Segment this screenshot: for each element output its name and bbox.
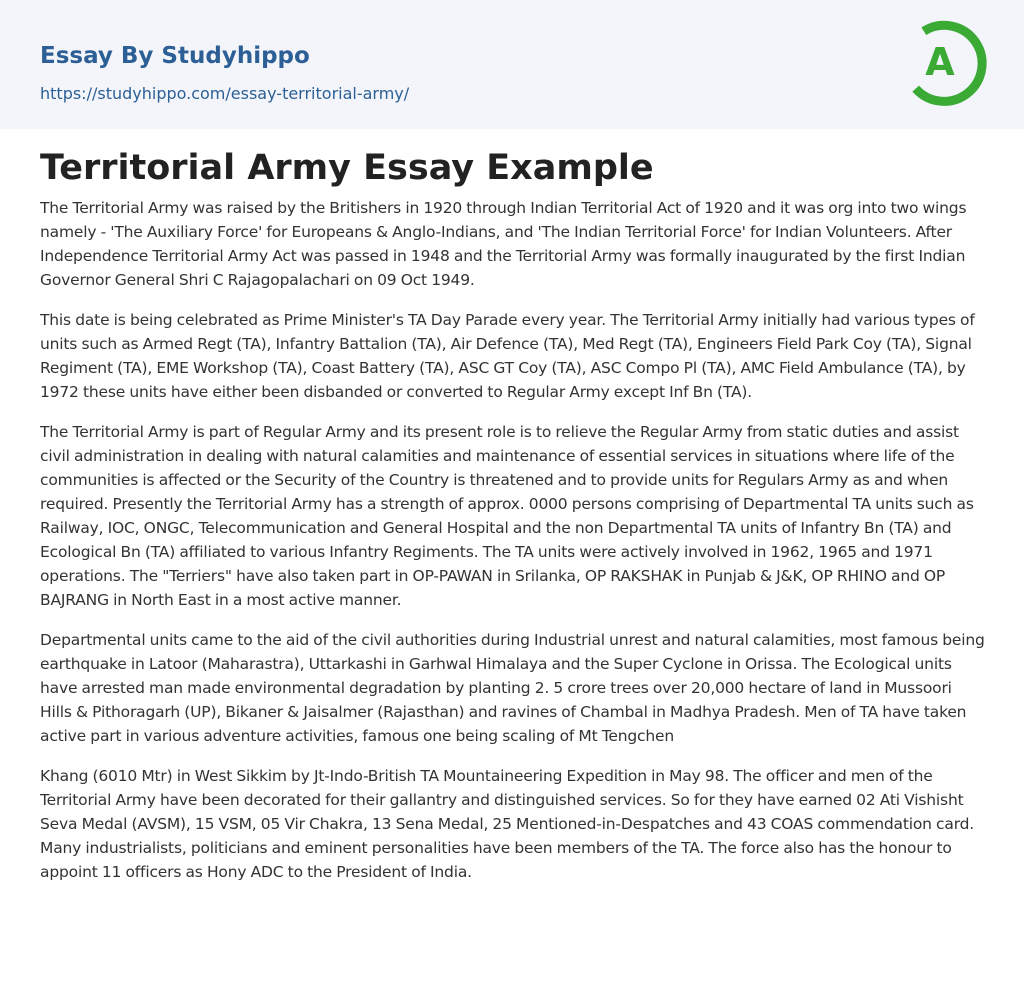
site-header [0, 0, 1024, 129]
studyhippo-logo-icon[interactable] [906, 18, 990, 106]
paragraph-2: This date is being celebrated as Prime Minister's TA Day Parade every year. The Territorial Army initially had various types of units such as Armed Regt (TA), Infantry Battalion (TA), Air Defence (TA), Med Regt (TA), Engineers Field Park Coy (TA), Signal Regiment (TA), EME Workshop (TA), Coast Battery (TA), ASC GT Coy (TA), ASC Compo Pl (TA), AMC Field Ambulance (TA), by 1972 these units have either been disbanded or converted to Regular Army except Inf Bn (TA). [40, 311, 975, 401]
paragraph-5: Khang (6010 Mtr) in West Sikkim by Jt-Indo-British TA Mountaineering Expedition in May 98. The officer and men of the Territorial Army have been decorated for their gallantry and distinguished services. So for they have earned 02 Ati Vishisht Seva Medal (AVSM), 15 VSM, 05 Vir Chakra, 13 Sena Medal, 25 Mentioned-in-Despatches and 43 COAS commendation card. Many industrialists, politicians and eminent personalities have been members of the TA. The force also has the honour to appoint 11 officers as Hony ADC to the President of India. [40, 767, 975, 881]
site-title[interactable]: Essay By Studyhippo [40, 43, 310, 69]
logo-letter: A [925, 40, 955, 84]
article-url-link[interactable]: https://studyhippo.com/essay-territorial-army/ [40, 84, 410, 103]
paragraph-4: Departmental units came to the aid of the civil authorities during Industrial unrest and natural calamities, most famous being earthquake in Latoor (Maharastra), Uttarkashi in Garhwal Himalaya and the Super Cyclone in Orissa. The Ecological units have arrested man made environmental degradation by planting 2. 5 crore trees over 20,000 hectare of land in Mussoori Hills & Pithoragarh (UP), Bikaner & Jaisalmer (Rajasthan) and ravines of Chambal in Madhya Pradesh. Men of TA have taken active part in various adventure activities, famous one being scaling of Mt Tengchen [40, 631, 985, 745]
article-body [40, 146, 986, 900]
article-title: Territorial Army Essay Example [40, 148, 654, 188]
paragraph-3: The Territorial Army is part of Regular Army and its present role is to relieve the Regular Army from static duties and assist civil administration in dealing with natural calamities and maintenance of essential services in situations where life of the communities is affected or the Security of the Country is threatened and to provide units for Regulars Army as and when required. Presently the Territorial Army has a strength of approx. 0000 persons comprising of Departmental TA units such as Railway, IOC, ONGC, Telecommunication and General Hospital and the non Departmental TA units of Infantry Bn (TA) and Ecological Bn (TA) affiliated to various Infantry Regiments. The TA units were actively involved in 1962, 1965 and 1971 operations. The "Terriers" have also taken part in OP-PAWAN in Srilanka, OP RAKSHAK in Punjab & J&K, OP RHINO and OP BAJRANG in North East in a most active manner. [40, 423, 974, 609]
paragraph-1: The Territorial Army was raised by the Britishers in 1920 through Indian Territorial Act of 1920 and it was org into two wings namely - 'The Auxiliary Force' for Europeans & Anglo-Indians, and 'The Indian Territorial Force' for Indian Volunteers. After Independence Territorial Army Act was passed in 1948 and the Territorial Army was formally inaugurated by the first Indian Governor General Shri C Rajagopalachari on 09 Oct 1949. [40, 199, 967, 289]
